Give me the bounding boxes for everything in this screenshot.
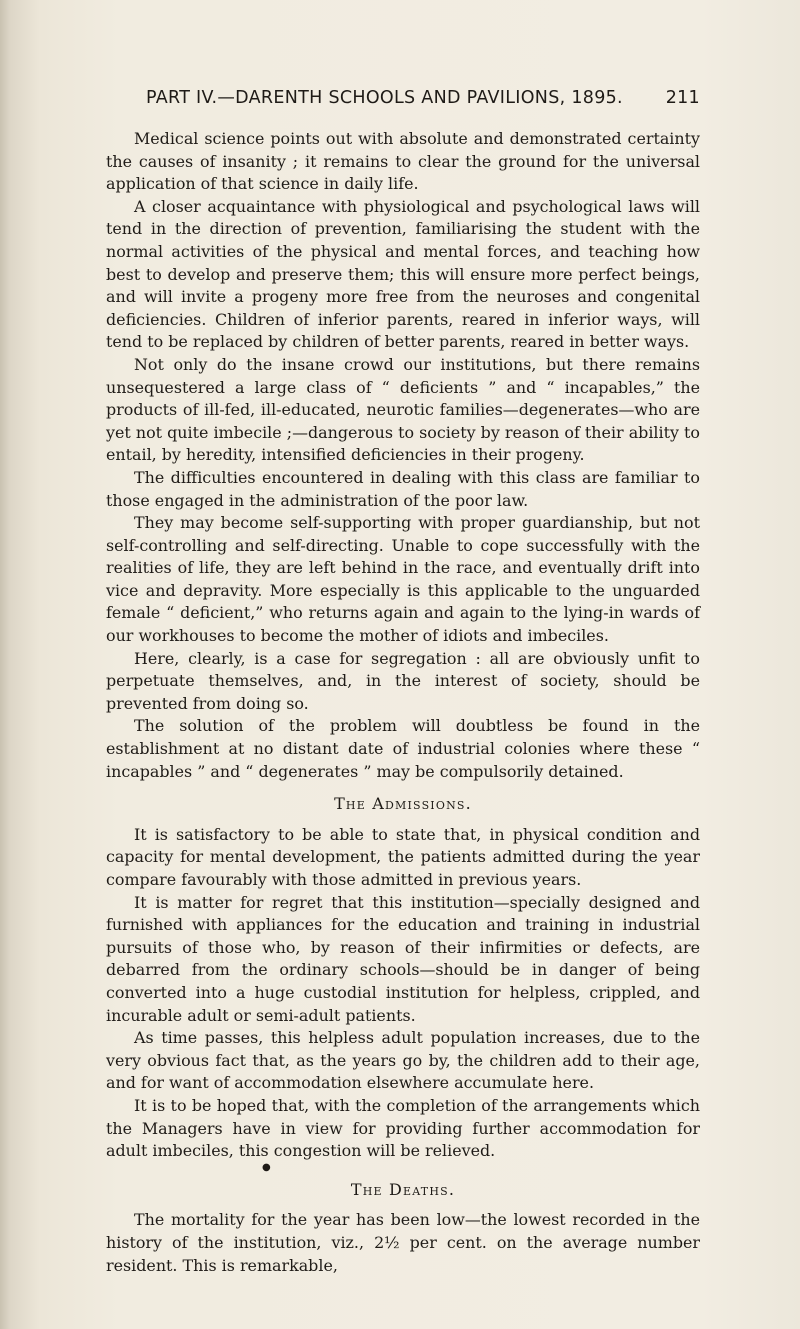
page-number: 211 — [665, 88, 700, 108]
section-heading-deaths: The Deaths. — [350, 1179, 456, 1199]
paragraph: The solution of the problem will doubtless be found in the establishment at no distant date of industrial colonies where these “ incapables ” and “ degenerates ” may be compulsorily detained. — [106, 716, 700, 781]
paragraph: They may become self-supporting with proper guardianship, but not self-controlling and self-directing. Unable to cope successfully with the realities of life, they are left behind in the race, and eventually drift into vice and depravity. More especially is this applicable to the unguarded female “ deficient,” who returns again and again to the lying-in wards of our workhouses to become the mother of idiots and imbeciles. — [106, 513, 700, 646]
ink-speck: ● — [262, 1161, 271, 1173]
section-heading-admissions: The Admissions. — [334, 794, 472, 814]
paragraph: The mortality for the year has been low—the lowest recorded in the history of the institution, viz., 2½ per cent. on the average number resident. This is remarkable, — [106, 1210, 700, 1275]
body-text — [106, 128, 700, 1277]
paragraph: As time passes, this helpless adult population increases, due to the very obvious fact that, as the years go by, the children add to their age, and for want of accommodation elsewhere accumulate here. — [106, 1028, 700, 1093]
paragraph: Medical science points out with absolute and demonstrated certainty the causes of insanity ; it remains to clear the ground for the universal application of that science in daily life. — [106, 129, 700, 194]
paragraph: It is satisfactory to be able to state that, in physical condition and capacity for mental development, the patients admitted during the year compare favourably with those admitted in previous years. — [106, 824, 700, 889]
paragraph: It is matter for regret that this institution—specially designed and furnished with appliances for the education and training in industrial pursuits of those who, by reason of their infirmities or defects, are debarred from the ordinary schools—should be in danger of being converted into a huge custodial institution for helpless, crippled, and incurable adult or semi-adult patients. — [106, 892, 700, 1025]
paragraph: It is to be hoped that, with the completion of the arrangements which the Managers have in view for providing further accommodation for adult imbeciles, this congestion will be relieved. — [106, 1095, 700, 1161]
running-header — [146, 88, 700, 112]
paragraph: The difficulties encountered in dealing with this class are familiar to those engaged in the administration of the poor law. — [106, 467, 700, 510]
paragraph: Here, clearly, is a case for segregation : all are obviously unfit to perpetuate themselves, and, in the interest of society, should be prevented from doing so. — [106, 648, 700, 713]
header-title: PART IV.—DARENTH SCHOOLS AND PAVILIONS, 1895. — [146, 88, 623, 108]
paragraph: A closer acquaintance with physiological and psychological laws will tend in the direction of prevention, familiarising the student with the normal activities of the physical and mental forces, and teaching how best to develop and preserve them; this will ensure more perfect beings, and will invite a progeny more free from the neuroses and congenital deficiencies. Children of inferior parents, reared in inferior ways, will tend to be replaced by children of better parents, reared in better ways. — [106, 196, 700, 352]
paragraph: Not only do the insane crowd our institutions, but there remains unsequestered a large class of “ deficients ” and “ incapables,” the products of ill-fed, ill-educated, neurotic families—degenerates—who are yet not quite imbecile ;—dangerous to society by reason of their ability to entail, by heredity, intensified deficiencies in their progeny. — [106, 354, 700, 465]
